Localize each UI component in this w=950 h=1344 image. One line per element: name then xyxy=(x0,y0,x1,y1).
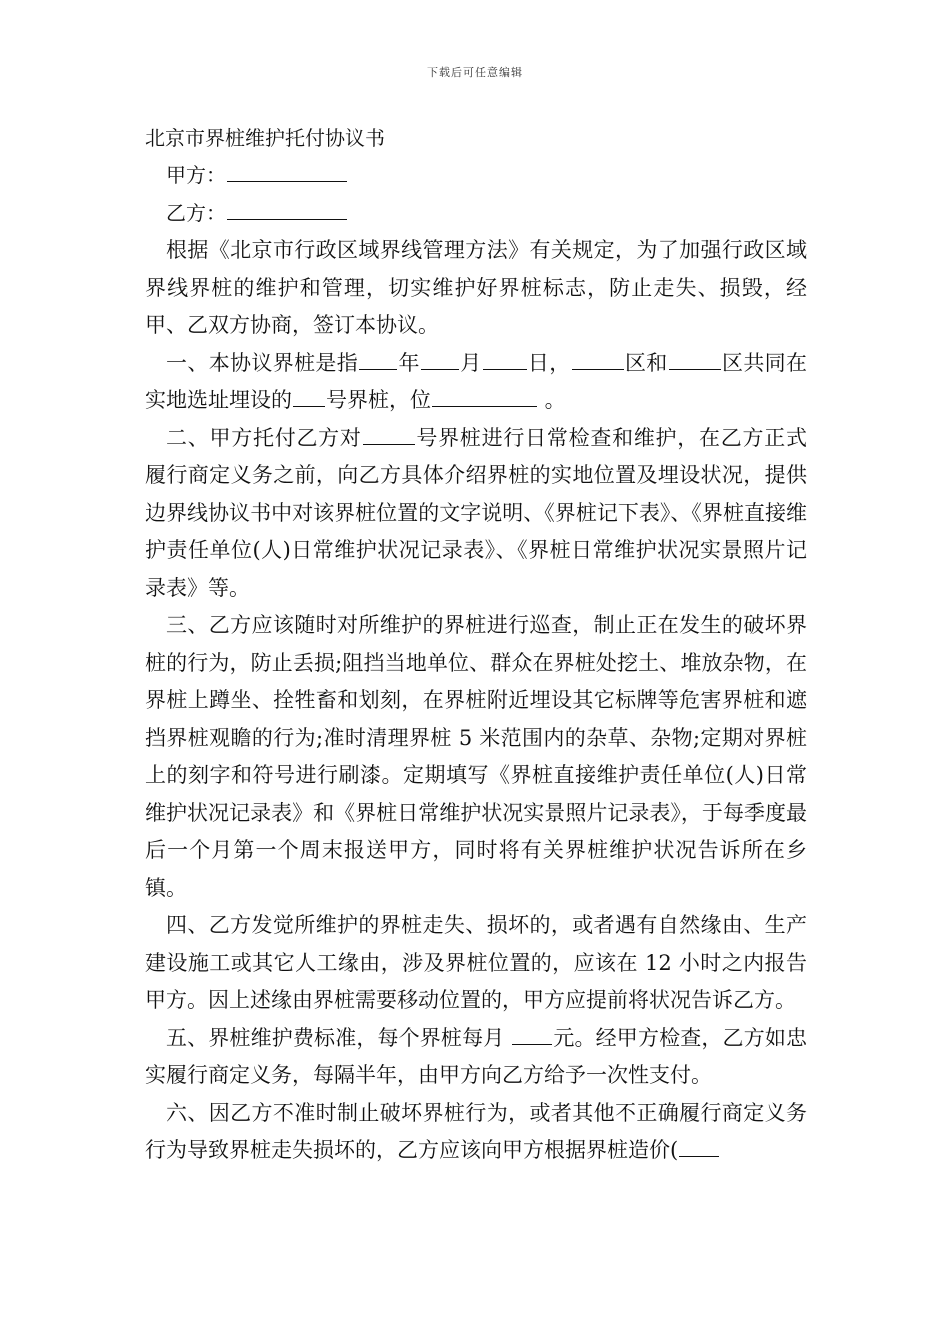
party-a-line xyxy=(145,156,807,194)
blank-fee xyxy=(512,1021,552,1044)
clause-2 xyxy=(145,420,807,608)
clause-1-text-e: 区和 xyxy=(624,350,668,375)
blank-year xyxy=(359,346,397,369)
clause-5-text-b: 元。经甲方检查，乙方如忠实履行商定义务，每隔半年，由甲方向乙方给予一次性支付。 xyxy=(145,1025,807,1087)
clause-4: 四、乙方发觉所维护的界桩走失、损坏的，或者遇有自然缘由、生产建设施工或其它人工缘由，涉及界桩位置的，应该在 12 小时之内报告甲方。因上述缘由界桩需要移动位置的，甲方应提前将状况告诉乙方。 xyxy=(145,913,807,1012)
blank-district-2 xyxy=(669,346,721,369)
clause-6-text-a: 六、因乙方不准时制止破坏界桩行为，或者其他不正确履行商定义务行为导致界桩走失损坏的，乙方应该向甲方根据界桩造价( xyxy=(145,1100,807,1162)
blank-location xyxy=(432,384,537,407)
blank-cost xyxy=(679,1134,719,1157)
party-a-label: 甲方： xyxy=(166,163,226,187)
clause-1-text-c: 月 xyxy=(459,350,482,375)
clause-1-text-f: 区共同在实地选址埋设的 xyxy=(145,350,808,412)
clause-6 xyxy=(145,1095,807,1170)
party-b-blank xyxy=(227,198,347,220)
clause-1-text-b: 年 xyxy=(398,350,420,375)
blank-marker-number xyxy=(293,384,325,407)
blank-marker-number-2 xyxy=(363,421,415,444)
clause-1 xyxy=(145,345,807,420)
clause-5-text-a: 五、界桩维护费标准，每个界桩每月 xyxy=(166,1025,512,1050)
party-b-label: 乙方： xyxy=(166,201,226,225)
clause-2-text-a: 二、甲方托付乙方对 xyxy=(166,425,362,450)
clause-1-text-h: 。 xyxy=(538,388,566,412)
clause-2-text-b: 号界桩进行日常检查和维护，在乙方正式履行商定义务之前，向乙方具体介绍界桩的实地位置及埋设状况，提供边界线协议书中对该界桩位置的文字说明、《界桩记下表》、《界桩直接维护责任单位(人)日常维护状况记录表》、《界桩日常维护状况实景照片记录表》等。 xyxy=(145,425,808,600)
header-note: 下载后可任意编辑 xyxy=(427,66,523,79)
clause-1-text-g: 号界桩，位 xyxy=(326,388,431,412)
blank-day xyxy=(483,346,527,369)
intro-paragraph: 根据《北京市行政区域界线管理方法》有关规定，为了加强行政区域界线界桩的维护和管理，切实维护好界桩标志，防止走失、损毁，经甲、乙双方协商，签订本协议。 xyxy=(145,238,807,337)
clause-1-text-a: 一、本协议界桩是指 xyxy=(166,350,359,375)
clause-5 xyxy=(145,1020,807,1095)
blank-month xyxy=(421,346,459,369)
party-b-line xyxy=(145,194,807,232)
document-title: 北京市界桩维护托付协议书 xyxy=(145,126,385,150)
party-a-blank xyxy=(227,160,347,182)
blank-district-1 xyxy=(572,346,624,369)
document-body xyxy=(145,120,807,1170)
clause-1-text-d: 日， xyxy=(527,350,571,375)
clause-3: 三、乙方应该随时对所维护的界桩进行巡查，制止正在发生的破坏界桩的行为，防止丢损;阻挡当地单位、群众在界桩处挖土、堆放杂物，在界桩上蹲坐、拴牲畜和划刻，在界桩附近埋设其它标牌等危害界桩和遮挡界桩观瞻的行为;准时清理界桩 5 米范围内的杂草、杂物;定期对界桩上的刻字和符号进行刷漆。定期填写《界桩直接维护责任单位(人)日常维护状况记录表》和《界桩日常维护状况实景照片记录表》，于每季度最后一个月第一个周末报送甲方，同时将有关界桩维护状况告诉所在乡镇。 xyxy=(145,613,807,900)
